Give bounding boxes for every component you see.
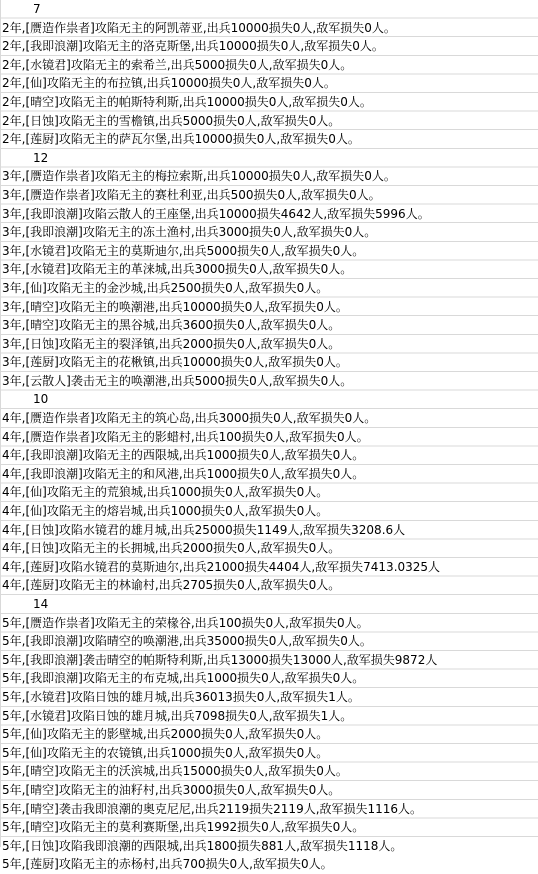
log-row-cell[interactable]: 3年,[赝造作祟者]攻陷无主的赛杜利亚,出兵500损失0人,敌军损失0人。 xyxy=(2,187,381,202)
log-row-cell[interactable]: 4年,[仙]攻陷无主的熔岩城,出兵1000损失0人,敌军损失0人。 xyxy=(2,504,329,519)
log-row-cell[interactable]: 3年,[我即浪潮]攻陷无主的冻土渔村,出兵3000损失0人,敌军损失0人。 xyxy=(2,225,377,240)
log-row-cell[interactable]: 2年,[莲厨]攻陷无主的萨瓦尔堡,出兵10000损失0人,敌军损失0人。 xyxy=(2,132,360,147)
log-row-cell[interactable]: 5年,[我即浪潮]攻陷晴空的唤潮港,出兵35000损失0人,敌军损失0人。 xyxy=(2,634,372,649)
log-row-cell[interactable]: 5年,[水镜君]攻陷日蚀的雄月城,出兵36013损失0人,敌军损失1人。 xyxy=(2,689,360,704)
log-row-cell[interactable]: 5年,[我即浪潮]攻陷无主的布克城,出兵1000损失0人,敌军损失0人。 xyxy=(2,671,365,686)
log-row-cell[interactable]: 2年,[仙]攻陷无主的布拉镇,出兵10000损失0人,敌军损失0人。 xyxy=(2,76,336,91)
log-row-cell[interactable]: 4年,[莲厨]攻陷无主的林谕村,出兵2705损失0人,敌军损失0人。 xyxy=(2,578,341,593)
log-row-cell[interactable]: 4年,[仙]攻陷无主的荒狼城,出兵1000损失0人,敌军损失0人。 xyxy=(2,485,329,500)
log-row-cell[interactable]: 3年,[我即浪潮]攻陷云散人的王座堡,出兵10000损失4642人,敌军损失5996人。 xyxy=(2,206,430,221)
log-row-cell[interactable]: 2年,[晴空]攻陷无主的帕斯特利斯,出兵10000损失0人,敌军损失0人。 xyxy=(2,94,372,109)
year-count-cell[interactable]: 10 xyxy=(33,392,49,407)
log-row-cell[interactable]: 2年,[水镜君]攻陷无主的索希兰,出兵5000损失0人,敌军损失0人。 xyxy=(2,57,353,72)
log-row-cell[interactable]: 2年,[日蚀]攻陷无主的雪檐镇,出兵5000损失0人,敌军损失0人。 xyxy=(2,113,341,128)
log-row-cell[interactable]: 3年,[水镜君]攻陷无主的革涞城,出兵3000损失0人,敌军损失0人。 xyxy=(2,262,353,277)
log-row-cell[interactable]: 4年,[日蚀]攻陷无主的长拥城,出兵2000损失0人,敌军损失0人。 xyxy=(2,541,341,556)
log-row-cell[interactable]: 5年,[晴空]攻陷无主的沃滨城,出兵15000损失0人,敌军损失0人。 xyxy=(2,764,348,779)
log-row-cell[interactable]: 4年,[莲厨]攻陷水镜君的莫斯迪尔,出兵21000损失4404人,敌军损失7413.0325人 xyxy=(2,559,441,574)
log-row-cell[interactable]: 4年,[我即浪潮]攻陷无主的西限城,出兵1000损失0人,敌军损失0人。 xyxy=(2,448,365,463)
log-row-cell[interactable]: 4年,[我即浪潮]攻陷无主的和风港,出兵1000损失0人,敌军损失0人。 xyxy=(2,466,365,481)
log-row-cell[interactable]: 5年,[仙]攻陷无主的影壁城,出兵2000损失0人,敌军损失0人。 xyxy=(2,727,329,742)
log-row-cell[interactable]: 3年,[水镜君]攻陷无主的莫斯迪尔,出兵5000损失0人,敌军损失0人。 xyxy=(2,243,365,258)
log-row-cell[interactable]: 5年,[晴空]袭击我即浪潮的奥克尼尼,出兵2119损失2119人,敌军损失1116人。 xyxy=(2,801,423,816)
log-row-cell[interactable]: 5年,[赝造作祟者]攻陷无主的荣椽谷,出兵100损失0人,敌军损失0人。 xyxy=(2,615,369,630)
log-row-cell[interactable]: 5年,[日蚀]攻陷我即浪潮的西限城,出兵1800损失881人,敌军损失1118人。 xyxy=(2,838,403,853)
log-row-cell[interactable]: 5年,[晴空]攻陷无主的莫利赛斯堡,出兵1992损失0人,敌军损失0人。 xyxy=(2,820,365,835)
log-row-cell[interactable]: 4年,[赝造作祟者]攻陷无主的筑心岛,出兵3000损失0人,敌军损失0人。 xyxy=(2,411,377,426)
log-row-cell[interactable]: 5年,[晴空]攻陷无主的油籽村,出兵3000损失0人,敌军损失0人。 xyxy=(2,782,341,797)
log-row-cell[interactable]: 3年,[晴空]攻陷无主的黑谷城,出兵3600损失0人,敌军损失0人。 xyxy=(2,318,341,333)
log-row-cell[interactable]: 3年,[日蚀]攻陷无主的裂泽镇,出兵2000损失0人,敌军损失0人。 xyxy=(2,336,341,351)
year-count-cell[interactable]: 14 xyxy=(33,597,49,611)
log-row-cell[interactable]: 3年,[莲厨]攻陷无主的花楸镇,出兵10000损失0人,敌军损失0人。 xyxy=(2,355,348,370)
log-row-cell[interactable]: 3年,[赝造作祟者]攻陷无主的梅拉索斯,出兵10000损失0人,敌军损失0人。 xyxy=(2,169,396,184)
log-row-cell[interactable]: 3年,[晴空]攻陷无主的唤潮港,出兵10000损失0人,敌军损失0人。 xyxy=(2,299,348,314)
log-row-cell[interactable]: 5年,[我即浪潮]袭击晴空的帕斯特利斯,出兵13000损失13000人,敌军损失9872人 xyxy=(2,652,438,667)
log-row-cell[interactable]: 3年,[云散人]袭击无主的唤潮港,出兵5000损失0人,敌军损失0人。 xyxy=(2,373,353,388)
log-row-cell[interactable]: 5年,[莲厨]攻陷无主的赤杨村,出兵700损失0人,敌军损失0人。 xyxy=(2,857,333,872)
log-row-cell[interactable]: 5年,[水镜君]攻陷日蚀的雄月城,出兵7098损失0人,敌军损失1人。 xyxy=(2,708,353,723)
year-count-cell[interactable]: 7 xyxy=(33,2,41,16)
log-row-cell[interactable]: 4年,[赝造作祟者]攻陷无主的影蜡村,出兵100损失0人,敌军损失0人。 xyxy=(2,429,369,444)
log-row-cell[interactable]: 5年,[仙]攻陷无主的农镜镇,出兵1000损失0人,敌军损失0人。 xyxy=(2,745,329,760)
log-row-cell[interactable]: 3年,[仙]攻陷无主的金沙城,出兵2500损失0人,敌军损失0人。 xyxy=(2,280,329,295)
log-row-cell[interactable]: 2年,[赝造作祟者]攻陷无主的阿凯蒂亚,出兵10000损失0人,敌军损失0人。 xyxy=(2,20,396,35)
log-row-cell[interactable]: 2年,[我即浪潮]攻陷无主的洛克斯堡,出兵10000损失0人,敌军损失0人。 xyxy=(2,39,384,54)
year-count-cell[interactable]: 12 xyxy=(33,150,49,165)
log-row-cell[interactable]: 4年,[日蚀]攻陷水镜君的雄月城,出兵25000损失1149人,敌军损失3208.6人 xyxy=(2,522,406,537)
